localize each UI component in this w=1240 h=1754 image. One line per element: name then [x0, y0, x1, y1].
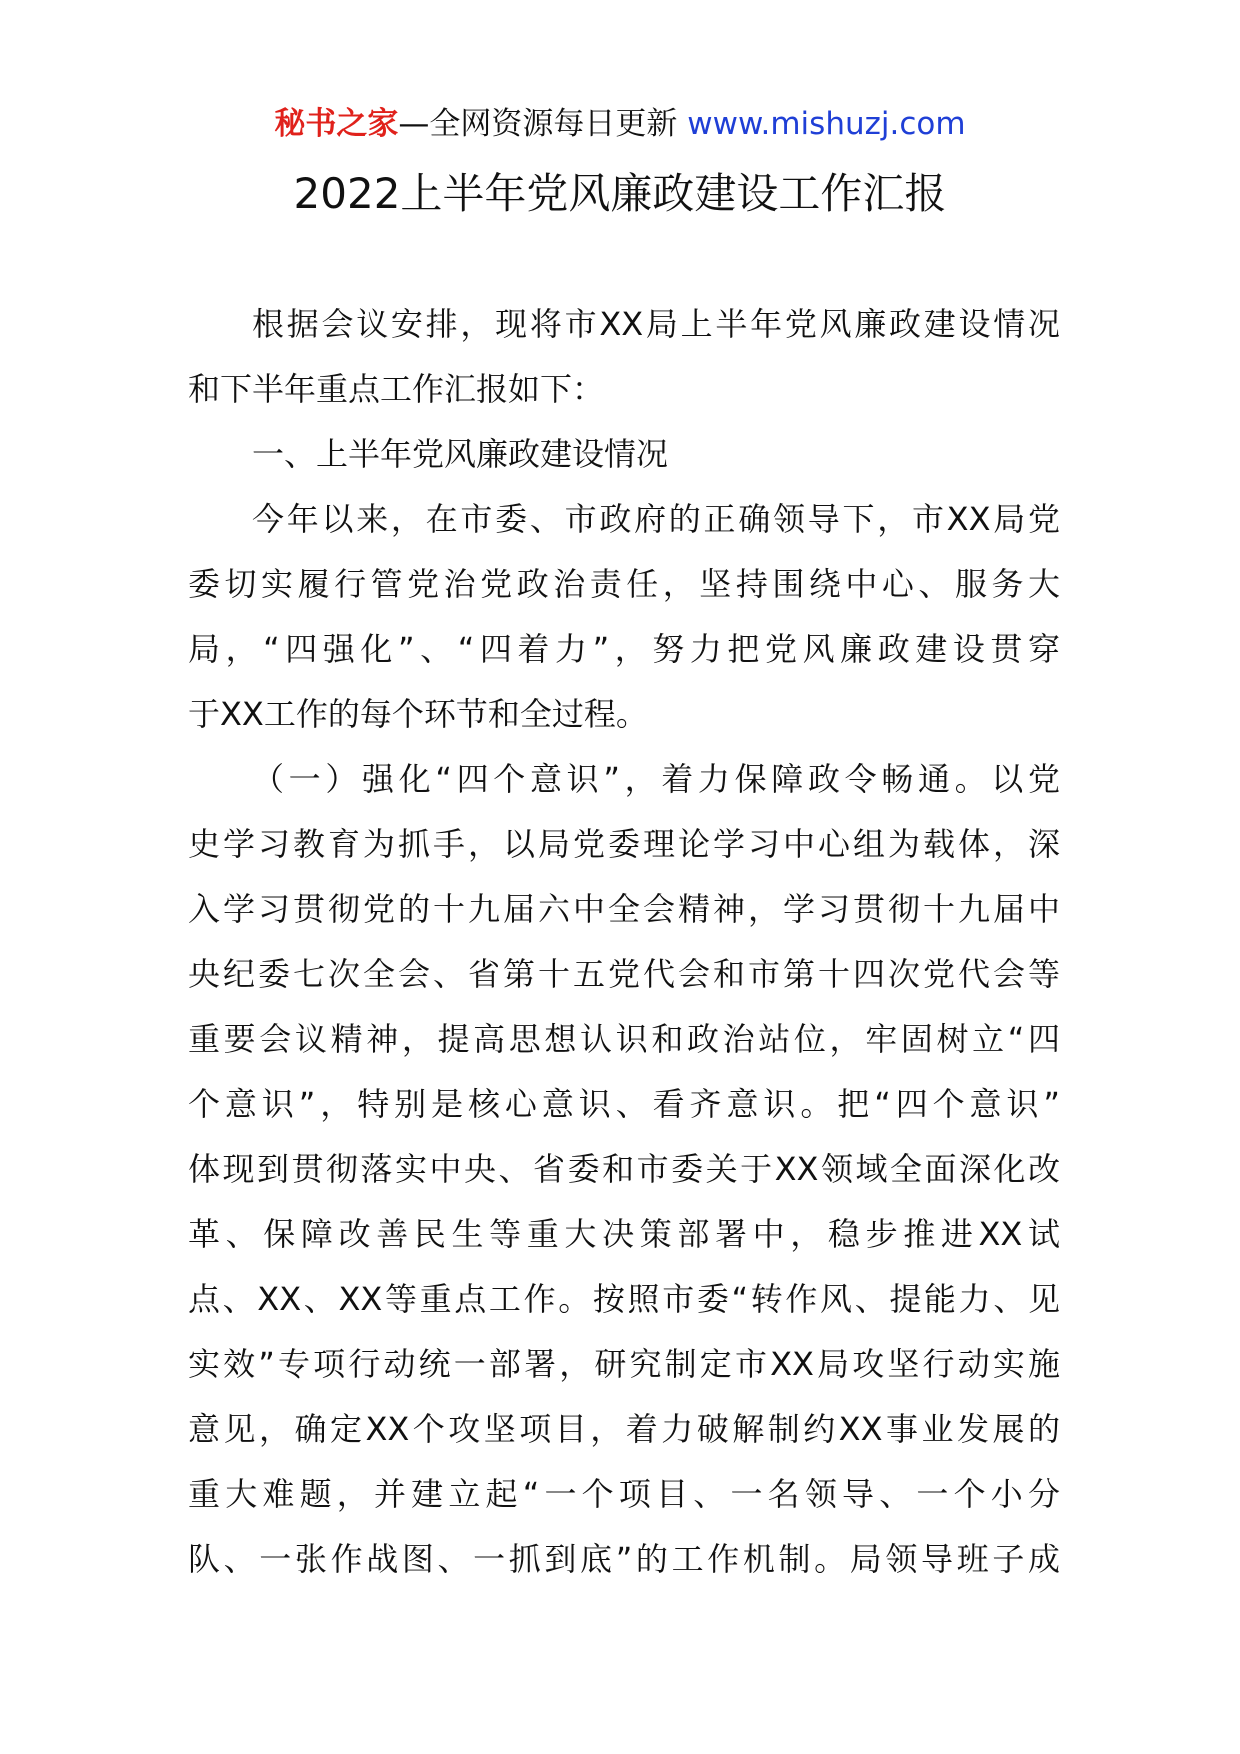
banner-slogan: —全网资源每日更新	[398, 106, 678, 142]
body-line: 重要会议精神，提高思想认识和政治站位，牢固树立“四	[188, 1020, 1060, 1058]
body-line: 实效”专项行动统一部署，研究制定市XX局攻坚行动实施	[188, 1345, 1060, 1383]
body-line: 局，“四强化”、“四着力”，努力把党风廉政建设贯穿	[188, 630, 1060, 668]
body-line: 和下半年重点工作汇报如下：	[188, 370, 605, 408]
subsection-heading-line: （一）强化“四个意识”，着力保障政令畅通。以党	[252, 760, 1060, 798]
body-line: 根据会议安排，现将市XX局上半年党风廉政建设情况	[252, 305, 1060, 343]
body-line: 队、一张作战图、一抓到底”的工作机制。局领导班子成	[188, 1540, 1060, 1578]
body-line: 央纪委七次全会、省第十五党代会和市第十四次党代会等	[188, 955, 1060, 993]
body-line: 入学习贯彻党的十九届六中全会精神，学习贯彻十九届中	[188, 890, 1060, 928]
brand-name: 秘书之家	[274, 106, 399, 142]
body-line: 意见，确定XX个攻坚项目，着力破解制约XX事业发展的	[188, 1410, 1060, 1448]
body-line: 点、XX、XX等重点工作。按照市委“转作风、提能力、见	[188, 1280, 1060, 1318]
document-body	[188, 292, 1060, 1592]
body-line: 今年以来，在市委、市政府的正确领导下，市XX局党	[252, 500, 1060, 538]
body-line: 史学习教育为抓手，以局党委理论学习中心组为载体，深	[188, 825, 1060, 863]
body-line: 于XX工作的每个环节和全过程。	[188, 695, 648, 733]
site-banner	[0, 100, 1240, 148]
body-line: 重大难题，并建立起“一个项目、一名领导、一个小分	[188, 1475, 1060, 1513]
document-title: 2022上半年党风廉政建设工作汇报	[293, 169, 947, 218]
site-url-link[interactable]: www.mishuzj.com	[687, 106, 966, 142]
body-line: 体现到贯彻落实中央、省委和市委关于XX领域全面深化改	[188, 1150, 1060, 1188]
body-line: 个意识”，特别是核心意识、看齐意识。把“四个意识”	[188, 1085, 1060, 1123]
body-line: 委切实履行管党治党政治责任，坚持围绕中心、服务大	[188, 565, 1060, 603]
section-heading: 一、上半年党风廉政建设情况	[252, 435, 669, 473]
body-line: 革、保障改善民生等重大决策部署中，稳步推进XX试	[188, 1215, 1060, 1253]
